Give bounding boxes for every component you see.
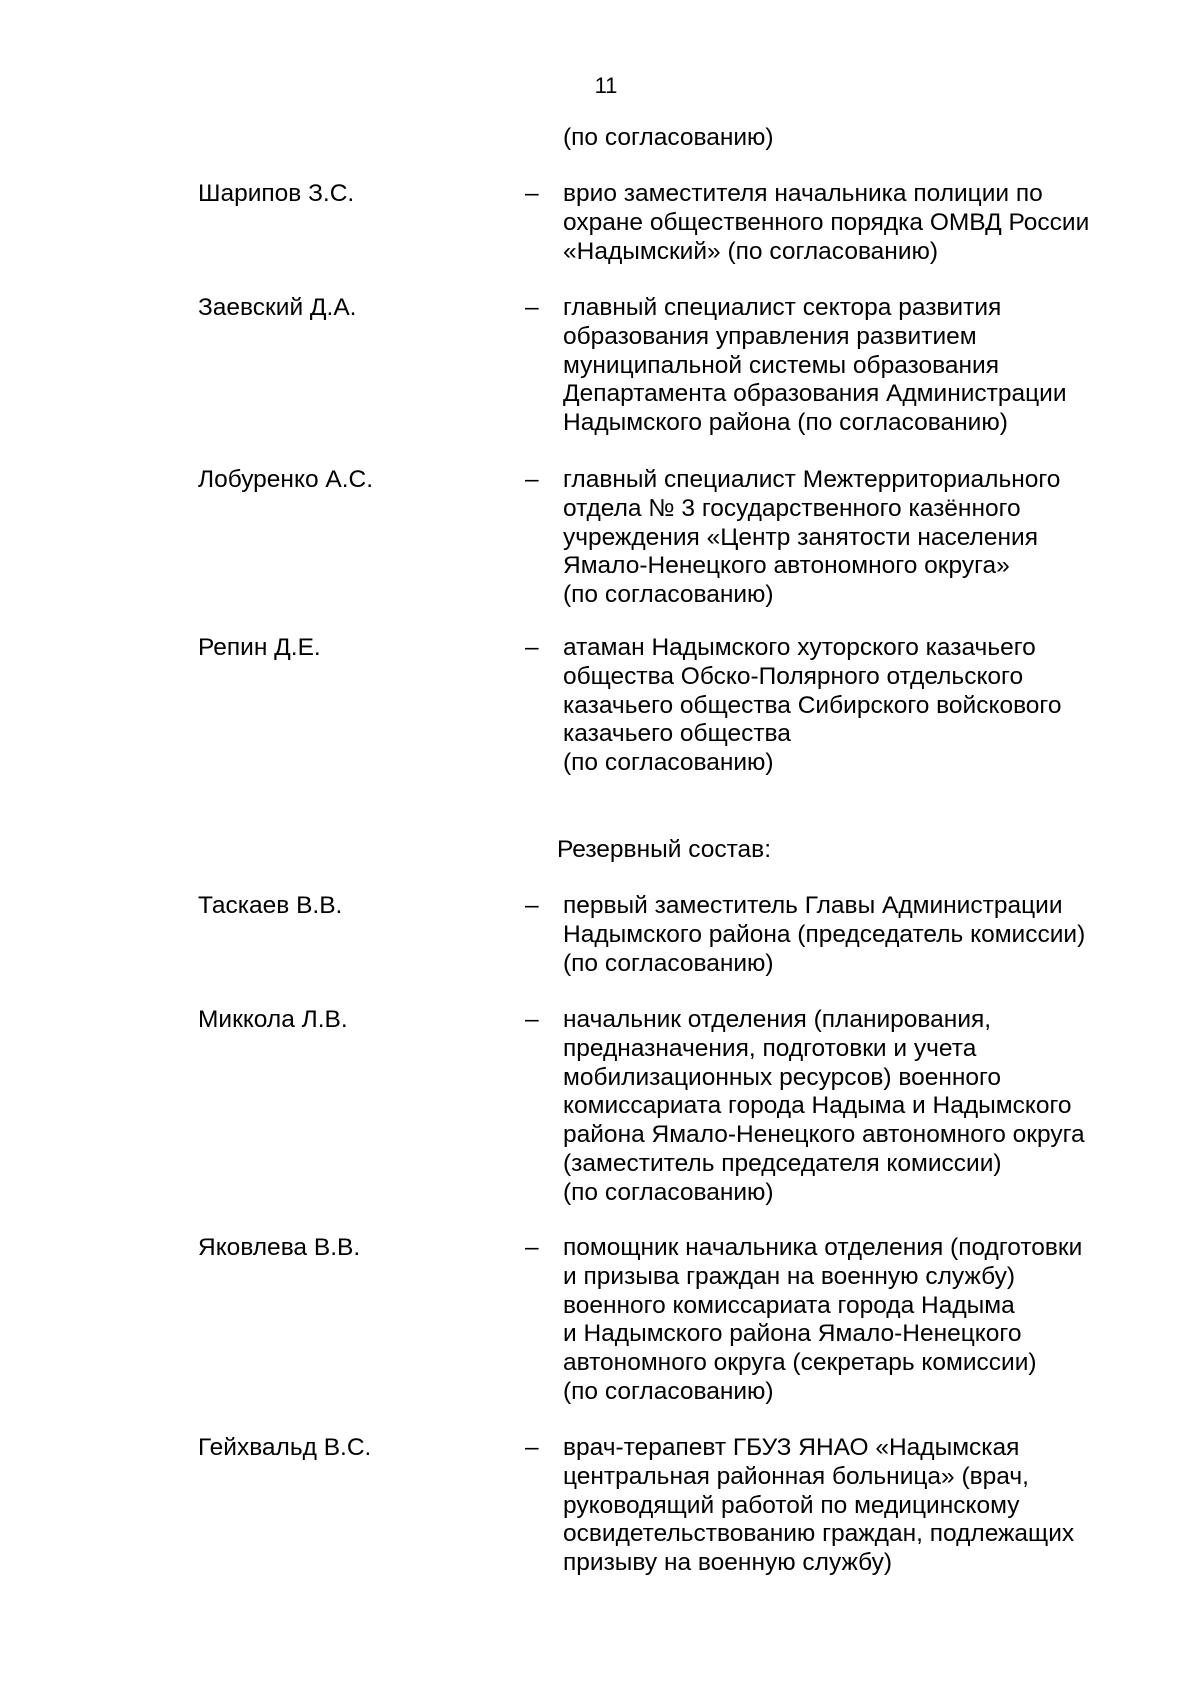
member-name: Лобуренко А.С. <box>198 466 374 493</box>
member-position <box>563 634 1163 778</box>
position-line: центральная районная больница» (врач, <box>563 1462 1029 1490</box>
position-line: отдела № 3 государственного казённого <box>563 494 1021 522</box>
member-name: Таскаев В.В. <box>198 892 343 919</box>
member-position <box>563 1234 1163 1407</box>
member-position <box>563 180 1163 266</box>
position-line: Надымского района (председатель комиссии) <box>563 920 1086 948</box>
dash-separator: – <box>525 1234 539 1261</box>
position-line: района Ямало-Ненецкого автономного округа <box>563 1121 1085 1149</box>
position-line: (по согласованию) <box>563 749 774 777</box>
position-line: охране общественного порядка ОМВД России <box>563 208 1090 236</box>
position-line: образования управления развитием <box>563 322 977 350</box>
member-name: Репин Д.Е. <box>198 634 321 661</box>
position-line: Ямало-Ненецкого автономного округа» <box>563 552 1010 580</box>
position-line: освидетельствованию граждан, подлежащих <box>563 1520 1075 1548</box>
position-line: главный специалист Межтерриториального <box>563 466 1061 493</box>
position-line: помощник начальника отделения (подготовки <box>563 1234 1083 1261</box>
position-line: учреждения «Центр занятости населения <box>563 523 1038 551</box>
dash-separator: – <box>525 466 539 493</box>
position-line: (по согласованию) <box>563 1178 774 1206</box>
dash-separator: – <box>525 294 539 321</box>
member-position <box>563 1434 1163 1578</box>
reserve-heading: Резервный состав: <box>557 836 772 863</box>
page-number: 11 <box>594 73 618 98</box>
position-line: «Надымский» (по согласованию) <box>563 237 939 265</box>
dash-separator: – <box>525 892 539 919</box>
position-line: Департамента образования Администрации <box>563 380 1067 408</box>
position-line: предназначения, подготовки и учета <box>563 1034 977 1062</box>
continuation-text: (по согласованию) <box>563 124 774 151</box>
position-line: и Надымского района Ямало-Ненецкого <box>563 1320 1022 1348</box>
member-position <box>563 892 1163 978</box>
position-line: врач-терапевт ГБУЗ ЯНАО «Надымская <box>563 1434 1020 1461</box>
position-line: первый заместитель Главы Администрации <box>563 892 1063 919</box>
position-line: (по согласованию) <box>563 949 774 977</box>
member-name: Шарипов З.С. <box>198 180 355 207</box>
member-name: Гейхвальд В.С. <box>198 1434 372 1461</box>
position-line: казачьего общества Сибирского войскового <box>563 691 1062 719</box>
position-line: (заместитель председателя комиссии) <box>563 1149 1002 1177</box>
position-line: главный специалист сектора развития <box>563 294 1002 321</box>
member-name: Миккола Л.В. <box>198 1006 348 1033</box>
position-line: (по согласованию) <box>563 1377 774 1405</box>
position-line: призыву на военную службу) <box>563 1549 893 1577</box>
dash-separator: – <box>525 180 539 207</box>
position-line: атаман Надымского хуторского казачьего <box>563 634 1036 661</box>
position-line: автономного округа (секретарь комиссии) <box>563 1349 1037 1377</box>
position-line: комиссариата города Надыма и Надымского <box>563 1092 1072 1120</box>
dash-separator: – <box>525 634 539 661</box>
dash-separator: – <box>525 1006 539 1033</box>
position-line: муниципальной системы образования <box>563 351 999 379</box>
position-line: (по согласованию) <box>563 581 774 609</box>
position-line: общества Обско-Полярного отдельского <box>563 662 1024 690</box>
member-name: Яковлева В.В. <box>198 1234 361 1261</box>
position-line: Надымского района (по согласованию) <box>563 409 1008 437</box>
position-line: военного комиссариата города Надыма <box>563 1291 1015 1319</box>
dash-separator: – <box>525 1434 539 1461</box>
position-line: руководящий работой по медицинскому <box>563 1491 1020 1519</box>
member-name: Заевский Д.А. <box>198 294 357 321</box>
position-line: казачьего общества <box>563 720 791 748</box>
member-position <box>563 294 1163 438</box>
position-line: врио заместителя начальника полиции по <box>563 180 1043 207</box>
member-position <box>563 1006 1163 1208</box>
position-line: начальник отделения (планирования, <box>563 1006 992 1033</box>
member-position <box>563 466 1163 610</box>
position-line: и призыва граждан на военную службу) <box>563 1262 1016 1290</box>
position-line: мобилизационных ресурсов) военного <box>563 1063 1002 1091</box>
